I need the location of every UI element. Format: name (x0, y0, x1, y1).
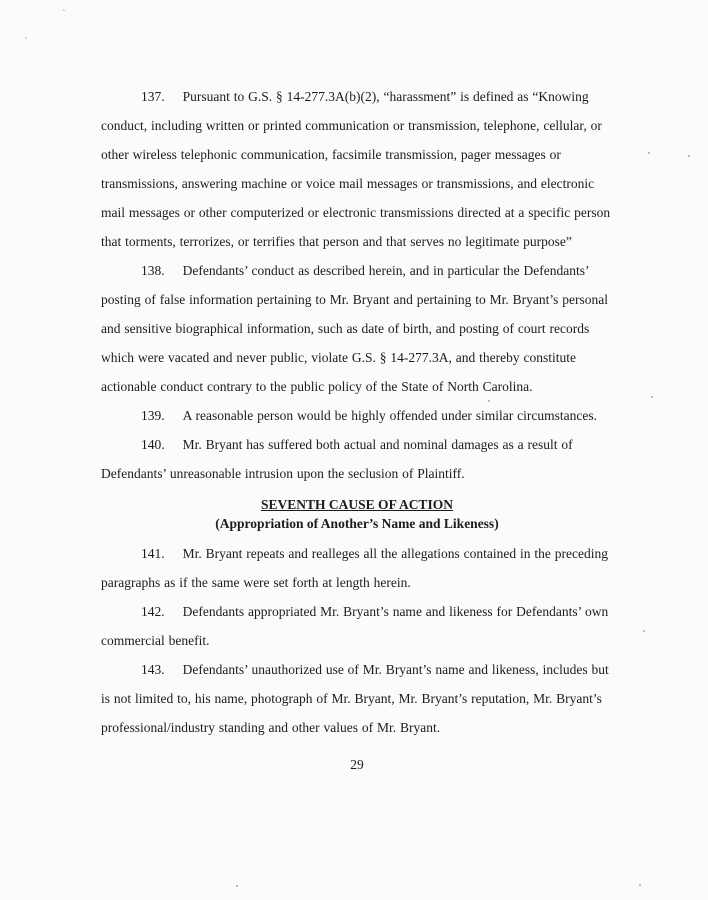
paragraph-number: 140. (141, 437, 165, 452)
paragraph-text: Pursuant to G.S. § 14-277.3A(b)(2), “harassment” is defined as “Knowing conduct, including written or printed communication or transmission, telephone, cellular, or other wireless telephonic communication, facsimile transmission, pager messages or transmissions, answering machine or voice mail messages or transmissions, and electronic mail messages or other computerized or electronic transmissions directed at a specific person that torments, terrorizes, or terrifies that person and that serves no legitimate purpose” (101, 89, 611, 249)
document-content (101, 82, 613, 773)
scan-artifact (639, 884, 641, 886)
cause-of-action-subtitle: (Appropriation of Another’s Name and Likeness) (215, 516, 499, 531)
scan-artifact (643, 630, 645, 632)
paragraph-number: 137. (141, 89, 165, 104)
paragraph-text: Defendants’ conduct as described herein, and in particular the Defendants’ posting of false information pertaining to Mr. Bryant and pertaining to Mr. Bryant’s personal and sensitive biographical information, such as date of birth, and posting of court records which were vacated and never public, violate G.S. § 14-277.3A, and thereby constitute actionable conduct contrary to the public policy of the State of North Carolina. (101, 263, 609, 394)
scan-artifact (651, 396, 653, 398)
paragraph-138 (101, 256, 613, 401)
paragraph-number: 139. (141, 408, 165, 423)
paragraph-142 (101, 597, 613, 655)
scan-artifact (648, 152, 650, 154)
paragraph-number: 143. (141, 662, 165, 677)
paragraph-number: 141. (141, 546, 165, 561)
scan-artifact: ` (62, 8, 66, 20)
paragraph-number: 138. (141, 263, 165, 278)
cause-of-action-title: SEVENTH CAUSE OF ACTION (261, 497, 453, 512)
paragraph-number: 142. (141, 604, 165, 619)
paragraph-139 (101, 401, 613, 430)
scan-artifact (688, 155, 690, 157)
scan-artifact (236, 885, 238, 887)
page-number: 29 (350, 757, 364, 772)
paragraph-text: Defendants’ unauthorized use of Mr. Bryant’s name and likeness, includes but is not limited to, his name, photograph of Mr. Bryant, Mr. Bryant’s reputation, Mr. Bryant’s professional/industry standing and other values of Mr. Bryant. (101, 662, 609, 735)
paragraph-text: A reasonable person would be highly offended under similar circumstances. (182, 408, 598, 423)
scan-artifact: ` (24, 36, 28, 48)
paragraph-140 (101, 430, 613, 488)
paragraph-text: Mr. Bryant repeats and realleges all the allegations contained in the preceding paragraphs as if the same were set forth at length herein. (101, 546, 608, 590)
paragraph-143 (101, 655, 613, 742)
section-heading (101, 495, 613, 533)
paragraph-text: Mr. Bryant has suffered both actual and nominal damages as a result of Defendants’ unreasonable intrusion upon the seclusion of Plaintiff. (101, 437, 573, 481)
paragraph-text: Defendants appropriated Mr. Bryant’s name and likeness for Defendants’ own commercial benefit. (101, 604, 609, 648)
paragraph-141 (101, 539, 613, 597)
paragraph-137 (101, 82, 613, 256)
